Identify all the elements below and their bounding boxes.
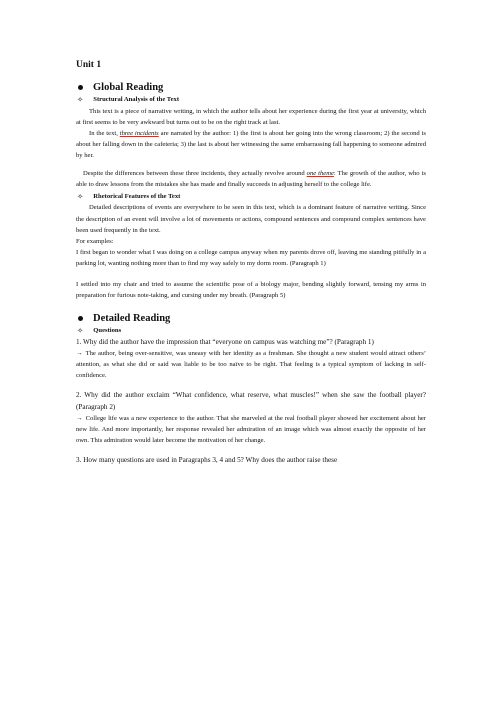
p2-text-after: are narrated by the author: 1) the first is about her going into the wrong classroom; 2) the second is about her falling down in the cafeteria; 3) the last is about her witnessing the same embarrassing fall happening to someone admired by her. xyxy=(76,129,426,160)
filled-circle-icon xyxy=(78,85,83,90)
answer-2 xyxy=(76,413,426,447)
hollow-diamond-icon: ✧ xyxy=(77,95,84,104)
examples-label: For examples: xyxy=(76,238,114,246)
document-page xyxy=(76,60,426,467)
one-theme-link[interactable]: one theme xyxy=(306,169,334,177)
p3-text-before: Despite the differences between these three incidents, they actually revolve around xyxy=(83,169,307,177)
global-reading-label: Global Reading xyxy=(93,82,164,93)
right-arrow-icon: → xyxy=(76,414,83,422)
unit-title: Unit 1 xyxy=(76,60,102,70)
p2-text-before: In the text, xyxy=(89,129,120,137)
rhetorical-paragraph-1: Detailed descriptions of events are everywhere to be seen in this text, which is a dominant feature of narrative writing. Since the description of an event will involve a lot of movements or actions, compound sentences and compound complex sentences have been used frequently in the text. xyxy=(76,204,426,234)
answer-1 xyxy=(76,348,426,382)
detailed-reading-heading xyxy=(76,313,426,324)
right-arrow-icon: → xyxy=(76,349,83,357)
hollow-diamond-icon: ✧ xyxy=(77,191,84,201)
questions-heading xyxy=(76,327,426,335)
hollow-diamond-icon: ✧ xyxy=(77,326,84,336)
rhetorical-features-label: Rhetorical Features of the Text xyxy=(93,193,181,201)
p3-text-after: : The growth of the author, who is able to draw lessons from the mistakes she has made and finally succeeds in adjusting herself to the college life. xyxy=(76,169,426,188)
question-1: 1. Why did the author have the impression that “everyone on campus was watching me”? (Paragraph 1) xyxy=(76,337,374,346)
three-incidents-link[interactable]: three incidents xyxy=(119,129,159,137)
detailed-reading-label: Detailed Reading xyxy=(93,313,171,325)
structural-paragraph-2 xyxy=(76,128,426,162)
example-2: I settled into my chair and tried to assume the scientific pose of a biology major, bending slightly forward, tensing my arms in preparation for furious note-taking, and cursing under my breath. (Paragraph 5) xyxy=(76,280,426,299)
question-3: 3. How many questions are used in Paragraphs 3, 4 and 5? Why does the author raise these xyxy=(76,456,338,465)
filled-circle-icon xyxy=(78,316,83,321)
example-1: I first began to wonder what I was doing on a college campus anyway when my parents drove off, leaving me standing pitifully in a parking lot, wanting nothing more than to find my way safely to my dorm room. (Paragraph 1) xyxy=(76,249,426,268)
questions-label: Questions xyxy=(93,327,122,335)
structural-analysis-heading xyxy=(76,96,426,104)
answer-2-text: College life was a new experience to the author. That she marveled at the real football player showed her excitement about her new life. And more importantly, her response revealed her admiration of an image which was almost exactly the opposite of her own. This admiration would later become the motivation of her change. xyxy=(76,414,426,445)
structural-paragraph-3 xyxy=(76,168,426,190)
global-reading-heading xyxy=(76,82,426,93)
structural-paragraph-1: This text is a piece of narrative writing, in which the author tells about her experience during the first year at university, which at first seems to be very awkward but turns out to be on the right track at last. xyxy=(76,107,426,126)
structural-analysis-label: Structural Analysis of the Text xyxy=(93,96,180,104)
rhetorical-features-heading xyxy=(76,193,426,201)
answer-1-text: The author, being over-sensitive, was uneasy with her identity as a freshman. She thought a new student would attract others’ attention, as what she did or said was liable to be too naïve to be right. That feeling is a typical symptom of lacking in self-confidence. xyxy=(76,349,426,380)
question-2: 2. Why did the author exclaim “What confidence, what reserve, what muscles!” when she saw the football player? (Paragraph 2) xyxy=(76,391,426,411)
